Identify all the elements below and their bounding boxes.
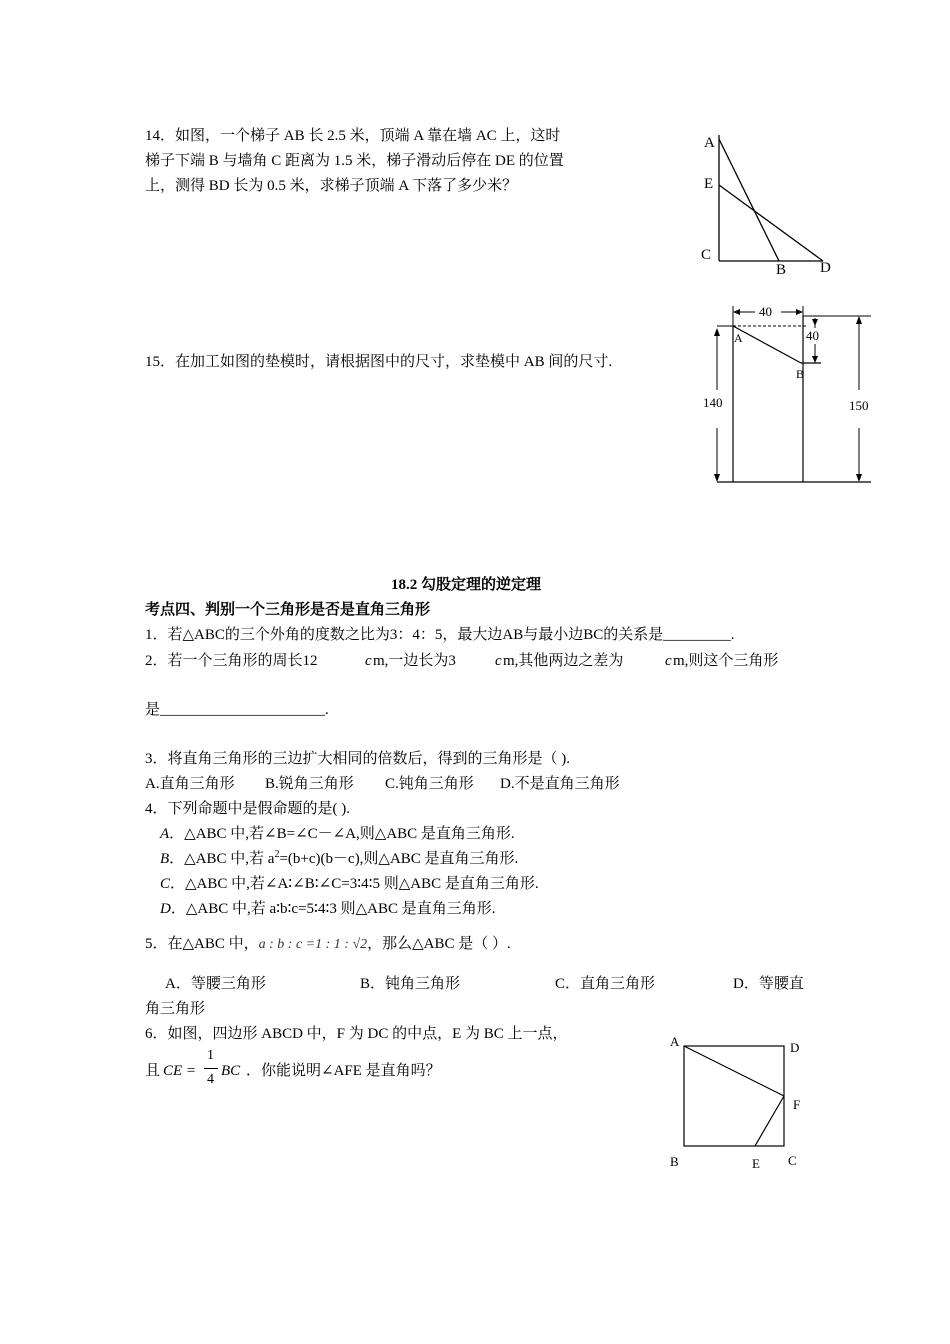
q2-part-4: m,则这个三角形 bbox=[673, 653, 779, 669]
vertex-d: D bbox=[790, 1040, 800, 1055]
q6-post: ．你能说明∠AFE 是直角吗？ bbox=[246, 1063, 441, 1079]
dim-right-label: 40 bbox=[806, 328, 819, 343]
q6-fraction bbox=[204, 1046, 218, 1090]
dim-top-label: 40 bbox=[759, 304, 772, 319]
section-subtitle: 考点四、判别一个三角形是否是直角三角形 bbox=[145, 602, 431, 618]
q2-unit-c-1: c bbox=[365, 653, 372, 669]
q2-part-1: 2．若一个三角形的周长12 bbox=[145, 653, 318, 669]
point-b-label: B bbox=[796, 367, 805, 381]
q2-unit-c-2: c bbox=[495, 653, 502, 669]
q2-unit-c-3: c bbox=[665, 653, 672, 669]
q3-option-b: B.锐角三角形 bbox=[265, 776, 354, 792]
ladder-de bbox=[719, 185, 823, 261]
point-e: E bbox=[752, 1156, 760, 1171]
q14-line-1: 14．如图，一个梯子 AB 长 2.5 米，顶端 A 靠在墙 AC 上，这时 bbox=[145, 128, 561, 144]
q3-option-d: D.不是直角三角形 bbox=[500, 776, 620, 792]
q6-ce: CE = bbox=[163, 1063, 197, 1079]
ladder-ab bbox=[719, 139, 779, 261]
q4-option-d: D．△ABC 中,若 a∶b∶c=5∶4∶3 则△ABC 是直角三角形. bbox=[160, 901, 496, 917]
label-b: B bbox=[776, 262, 787, 278]
q4-text: 4．下列命题中是假命题的是( ). bbox=[145, 801, 350, 817]
label-d: D bbox=[820, 260, 831, 276]
segment-af bbox=[684, 1046, 784, 1096]
fraction-bar bbox=[204, 1068, 218, 1069]
q5-option-b: B．钝角三角形 bbox=[360, 976, 461, 992]
label-a: A bbox=[704, 135, 715, 151]
q5-formula: a : b : c =1 : 1 : √2 bbox=[258, 937, 368, 952]
dim-left-label: 140 bbox=[703, 395, 723, 410]
q6-pre: 且 bbox=[145, 1063, 161, 1079]
q3-option-c: C.钝角三角形 bbox=[385, 776, 474, 792]
q5-text: 5．在△ABC 中，a : b : c =1 : 1 : √2，那么△ABC 是（ ）. bbox=[145, 936, 511, 952]
segment-fe bbox=[755, 1096, 784, 1146]
q14-line-2: 梯子下端 B 与墙角 C 距离为 1.5 米，梯子滑动后停在 DE 的位置 bbox=[145, 153, 564, 169]
q5-option-c: C．直角三角形 bbox=[555, 976, 656, 992]
q5-option-d-cont: 角三角形 bbox=[145, 1001, 206, 1017]
q3-text: 3．将直角三角形的三边扩大相同的倍数后，得到的三角形是（ ). bbox=[145, 751, 570, 767]
q3-option-a: A.直角三角形 bbox=[145, 776, 235, 792]
q1-text: 1．若△ABC的三个外角的度数之比为3：4：5，最大边AB与最小边BC的关系是_________. bbox=[145, 627, 735, 643]
label-e: E bbox=[704, 176, 714, 192]
vertex-c: C bbox=[788, 1153, 797, 1168]
q4-option-c: C．△ABC 中,若∠A∶∠B∶∠C=3∶4∶5 则△ABC 是直角三角形. bbox=[160, 876, 539, 892]
q2-line-2: 是______________________. bbox=[145, 702, 329, 718]
section-title: 18.2 勾股定理的逆定理 bbox=[391, 577, 542, 593]
vertex-b: B bbox=[670, 1154, 679, 1169]
point-f: F bbox=[793, 1097, 801, 1112]
point-a-label: A bbox=[734, 331, 743, 345]
q5-option-d: D．等腰直 bbox=[733, 976, 804, 992]
label-c: C bbox=[701, 247, 712, 263]
q15-text: 15．在加工如图的垫模时，请根据图中的尺寸，求垫模中 AB 间的尺寸. bbox=[145, 354, 613, 370]
q4-option-b: B．△ABC 中,若 $a^2=(b+c)(b-c)$,则△ABC 是直角三角形. bbox=[160, 849, 519, 867]
ladder-figure bbox=[690, 125, 850, 285]
q6-line-1: 6．如图，四边形 ABCD 中，F 为 DC 的中点，E 为 BC 上一点， bbox=[145, 1026, 568, 1042]
q2-part-3: m,其他两边之差为 bbox=[503, 653, 624, 669]
pad-die-figure bbox=[695, 300, 885, 490]
dim-far-label: 150 bbox=[849, 398, 869, 413]
q2-part-2: m,一边长为3 bbox=[373, 653, 456, 669]
fraction-numerator: 1 bbox=[207, 1048, 214, 1063]
square-abcd-figure bbox=[660, 1030, 820, 1180]
q6-bc: BC bbox=[221, 1063, 241, 1079]
vertex-a: A bbox=[670, 1034, 680, 1049]
fraction-denominator: 4 bbox=[207, 1072, 214, 1087]
q5-option-a: A．等腰三角形 bbox=[165, 976, 266, 992]
q4-option-a: A．△ABC 中,若∠B=∠C－∠A,则△ABC 是直角三角形. bbox=[160, 826, 515, 842]
q14-line-3: 上，测得 BD 长为 0.5 米，求梯子顶端 A 下落了多少米？ bbox=[145, 178, 518, 194]
